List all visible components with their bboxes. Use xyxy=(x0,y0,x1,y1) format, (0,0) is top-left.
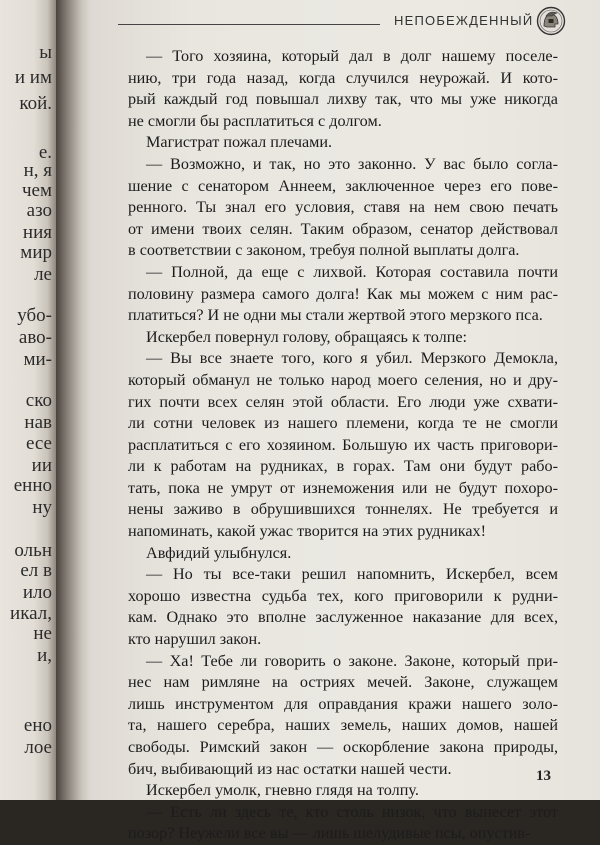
previous-page-text-fragment: и, xyxy=(37,645,52,666)
previous-page-text-fragment: и им xyxy=(14,67,52,88)
text-line: — Возможно, и так, но это законно. У вас было согла- xyxy=(146,154,558,173)
roman-helmet-emblem-icon xyxy=(536,6,566,36)
text-line: нес нам римляне на остриях мечей. Законе, служащем xyxy=(128,673,558,692)
previous-page-edge xyxy=(0,0,56,800)
text-line: ренного. Ты знал его условия, ставя на нем свою печать xyxy=(128,198,558,217)
text-line: нены заживо в обрушившихся тоннелях. Не требуется и xyxy=(128,500,558,519)
previous-page-text-fragment: не xyxy=(33,623,52,644)
text-line: кто нарушил закон. xyxy=(128,630,262,649)
paragraph xyxy=(128,327,558,349)
previous-page-text-fragment: кой. xyxy=(19,93,52,114)
previous-page-text-fragment: е. xyxy=(38,142,52,163)
paragraph xyxy=(128,262,558,327)
previous-page-text-fragment: ния xyxy=(22,222,52,243)
text-line: Искербел умолк, гневно глядя на толпу. xyxy=(146,781,419,800)
text-line: Авфидий улыбнулся. xyxy=(146,543,292,562)
previous-page-text-fragment: ии xyxy=(31,455,52,476)
previous-page-text-fragment: ско xyxy=(25,390,52,411)
previous-page-text-fragment: ило xyxy=(22,582,52,603)
text-line: шение с сенатором Аннеем, заключенное через его пове- xyxy=(128,176,558,195)
text-line: Магистрат пожал плечами. xyxy=(146,133,333,152)
page-number: 13 xyxy=(536,768,551,784)
text-line: та, нашего серебра, наших земель, наших домов, нашей xyxy=(128,716,558,735)
text-line: — Ха! Тебе ли говорить о законе. Законе, который при- xyxy=(146,651,558,670)
text-line: — Но ты все-таки решил напомнить, Искербел, всем xyxy=(146,565,558,584)
text-line: ли сотни человек из нашего племени, когда те не смогли xyxy=(128,414,558,433)
text-line: напоминать, какой ужас творится на этих рудниках! xyxy=(128,522,487,541)
text-line: свободы. Римский закон — оскорбление закона природы, xyxy=(128,738,558,756)
text-line: нию, три года назад, когда случился неурожай. И кото- xyxy=(128,68,558,87)
text-line: гих почти всех селян этой области. Его люди уже схвати- xyxy=(128,392,558,411)
previous-page-text-fragment: енно xyxy=(13,475,52,496)
text-line: тать, пока не умрут от изнеможения или не будут похоро- xyxy=(128,478,558,497)
text-line: ли к работам на рудниках, в горах. Там они будут рабо- xyxy=(128,457,558,476)
paragraph xyxy=(128,154,558,262)
text-line: — Полной, да еще с лихвой. Которая составила почти xyxy=(146,262,558,281)
previous-page-text-fragment: н, я xyxy=(23,160,52,181)
previous-page-text-fragment: мир xyxy=(20,242,52,263)
text-line: от имени твоих селян. Таким образом, сенатор действовал xyxy=(128,219,558,238)
text-line: — Есть ли здесь те, кто столь низок, что вынесет этот xyxy=(146,802,558,821)
previous-page-text-fragment: нав xyxy=(24,412,52,433)
paragraph xyxy=(128,348,558,542)
text-line: бич, выбивающий из нас остатки нашей чести. xyxy=(128,759,452,778)
text-line: не смогли бы расплатиться с долгом. xyxy=(128,111,382,130)
text-line: — Того хозяина, который дал в долг нашему поселе- xyxy=(146,47,558,65)
book-gutter-shadow xyxy=(56,0,90,800)
previous-page-text-fragment: чем xyxy=(21,180,52,201)
text-line: расплатиться с его хозяином. Большую их часть приговори- xyxy=(128,435,558,454)
paragraph xyxy=(128,802,558,845)
text-line: который обманул не только народ моего селения, но и дру- xyxy=(128,370,558,389)
text-line: в соответствии с законом, требуя полной выплаты долга. xyxy=(128,241,520,260)
previous-page-text-fragment: икал, xyxy=(10,603,52,624)
previous-page-text-fragment: ну xyxy=(32,497,52,518)
text-line: позор? Неужели все вы — лишь шелудивые псы, опустив- xyxy=(128,824,531,843)
previous-page-text-fragment: убо- xyxy=(17,305,52,326)
previous-page-text-fragment: аво- xyxy=(18,327,52,348)
text-line: лишь инструментом для оправдания кражи нашего золо- xyxy=(128,694,558,713)
running-title: НЕПОБЕЖДЕННЫЙ xyxy=(394,13,534,28)
running-header xyxy=(118,10,588,40)
paragraph xyxy=(128,564,558,650)
previous-page-text-fragment: ел в xyxy=(20,560,52,581)
text-line: — Вы все знаете того, кого я убил. Мерзкого Демокла, xyxy=(146,349,558,368)
paragraph xyxy=(128,132,558,154)
previous-page-text-fragment: есе xyxy=(25,433,52,454)
paragraph xyxy=(128,780,558,802)
text-line: хорошо известна судьба тех, кого приговорили к рудни- xyxy=(128,586,558,605)
previous-page-text-fragment: азо xyxy=(26,200,52,221)
previous-page-text-fragment: ми- xyxy=(23,349,52,370)
previous-page-text-fragment: ольн xyxy=(14,540,52,561)
text-line: рый каждый год повышал лихву так, что мы уже никогда xyxy=(128,90,558,109)
previous-page-text-fragment: ы xyxy=(39,42,52,63)
paragraph xyxy=(128,46,558,132)
text-line: половину размера самого долга! Как мы можем с ним рас- xyxy=(128,284,558,303)
book-page xyxy=(90,0,600,843)
paragraph xyxy=(128,543,558,565)
previous-page-text-fragment: ле xyxy=(34,264,52,285)
text-line: Искербел повернул голову, обращаясь к толпе: xyxy=(146,327,468,346)
text-line: кам. Однако это вполне заслуженное наказание для всех, xyxy=(128,608,558,627)
page-body-text xyxy=(128,46,558,845)
header-rule xyxy=(118,24,380,25)
paragraph xyxy=(128,651,558,781)
text-line: платиться? И не одни мы стали жертвой этого мерзкого пса. xyxy=(128,306,543,325)
previous-page-text-fragment: ено xyxy=(23,715,52,736)
previous-page-text-fragment: лое xyxy=(24,737,52,758)
